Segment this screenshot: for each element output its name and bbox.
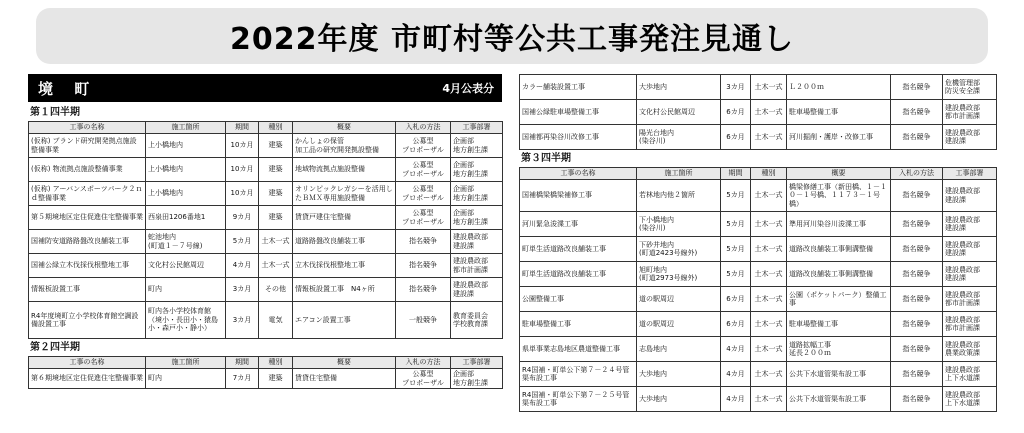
location-cell: 上小橋地内 (146, 134, 226, 158)
department-cell: 建設農政部 建設課 (943, 180, 997, 212)
location-cell: 道の駅周辺 (637, 287, 721, 312)
table-row (29, 206, 503, 230)
period-cell: 4カ月 (721, 362, 751, 387)
project-name-cell: 町単生活道路改良舗装工事 (520, 237, 637, 262)
period-cell: 6カ月 (721, 287, 751, 312)
quarter-2-label: 第２四半期 (30, 342, 80, 353)
table-row (29, 302, 503, 339)
table-row (29, 182, 503, 206)
type-cell: 土木一式 (259, 230, 293, 254)
column-header: 工事部署 (943, 168, 997, 180)
column-header: 種別 (259, 357, 293, 369)
table-row (29, 278, 503, 302)
bid-method-cell: 指名競争 (891, 75, 943, 100)
department-cell: 建設農政部 建設課 (943, 262, 997, 287)
table-header (29, 357, 503, 369)
bid-method-cell: 指名競争 (891, 287, 943, 312)
location-cell: 志島地内 (637, 337, 721, 362)
type-cell: 土木一式 (259, 254, 293, 278)
summary-cell: 河川掘削・護岸・改修工事 (787, 125, 891, 150)
publication-note: 4月公表分 (442, 82, 494, 95)
table-row (520, 237, 997, 262)
table-row (520, 287, 997, 312)
project-name-cell: 国補公緑立木伐採伐根整地工事 (29, 254, 146, 278)
location-cell: 下小橋地内 (染谷川) (637, 212, 721, 237)
summary-cell: 賃貸住宅整備 (293, 369, 396, 389)
summary-cell: 駐車場整備工事 (787, 312, 891, 337)
quarter-1-table (28, 121, 503, 339)
table-row (520, 337, 997, 362)
bid-method-cell: 指名競争 (891, 212, 943, 237)
project-name-cell: 県単事業志島地区農道整備工事 (520, 337, 637, 362)
project-name-cell: R4年度境町立小学校体育館空調設備設置工事 (29, 302, 146, 339)
summary-cell: 立木伐採伐根整地工事 (293, 254, 396, 278)
column-header: 施工箇所 (146, 357, 226, 369)
project-name-cell: (仮称) 物流拠点施設整備事業 (29, 158, 146, 182)
column-header: 入札の方法 (396, 357, 451, 369)
column-header: 工事部署 (451, 357, 503, 369)
summary-cell: 橋梁修繕工事（新田橋、１－１０－１号橋、１１７３－１号橋） (787, 180, 891, 212)
location-cell: 上小橋地内 (146, 158, 226, 182)
summary-cell: エアコン設置工事 (293, 302, 396, 339)
table-row (29, 134, 503, 158)
title-banner (36, 8, 988, 64)
department-cell: 建設農政部 建設課 (943, 125, 997, 150)
summary-cell: 公共下水道管渠布設工事 (787, 387, 891, 412)
department-cell: 建設農政部 建設課 (451, 278, 503, 302)
summary-cell: 道路拡幅工事 延長２００ｍ (787, 337, 891, 362)
bid-method-cell: 指名競争 (891, 100, 943, 125)
period-cell: 6カ月 (721, 125, 751, 150)
table-row (520, 212, 997, 237)
summary-cell: 道路路盤改良舗装工事 (293, 230, 396, 254)
table-row (29, 230, 503, 254)
type-cell: 土木一式 (751, 180, 787, 212)
bid-method-cell: 指名競争 (891, 125, 943, 150)
period-cell: 10カ月 (226, 158, 259, 182)
location-cell: 大歩地内 (637, 75, 721, 100)
page-title: 2022年度 市町村等公共工事発注見通し (230, 22, 794, 57)
department-cell: 建設農政部 上下水道課 (943, 387, 997, 412)
period-cell: 10カ月 (226, 134, 259, 158)
type-cell: 土木一式 (751, 337, 787, 362)
type-cell: 電気 (259, 302, 293, 339)
period-cell: 3カ月 (721, 75, 751, 100)
summary-cell: 準用河川染谷川浚渫工事 (787, 212, 891, 237)
department-cell: 建設農政部 都市計画課 (943, 312, 997, 337)
summary-cell: 道路改良舗装工事側溝整備 (787, 237, 891, 262)
period-cell: 10カ月 (226, 182, 259, 206)
location-cell: 文化村公民館周辺 (637, 100, 721, 125)
location-cell: 道の駅周辺 (637, 312, 721, 337)
summary-cell: 道路改良舗装工事側溝整備 (787, 262, 891, 287)
type-cell: 土木一式 (751, 262, 787, 287)
bid-method-cell: 指名競争 (891, 312, 943, 337)
type-cell: 建築 (259, 206, 293, 230)
type-cell: 建築 (259, 182, 293, 206)
bid-method-cell: 指名競争 (891, 180, 943, 212)
period-cell: 7カ月 (226, 369, 259, 389)
table-row (520, 362, 997, 387)
project-name-cell: R4国補・町単公下第７－２５号管渠布設工事 (520, 387, 637, 412)
column-header: 種別 (751, 168, 787, 180)
period-cell: 4カ月 (226, 254, 259, 278)
period-cell: 9カ月 (226, 206, 259, 230)
bid-method-cell: 指名競争 (396, 278, 451, 302)
project-name-cell: 国補橋梁橋梁補修工事 (520, 180, 637, 212)
bid-method-cell: 指名競争 (396, 230, 451, 254)
summary-cell: 公共下水道管渠布設工事 (787, 362, 891, 387)
summary-cell: 情報板設置工事 N4ヶ所 (293, 278, 396, 302)
project-name-cell: 国補公緑駐車場整備工事 (520, 100, 637, 125)
project-name-cell: 公園整備工事 (520, 287, 637, 312)
location-cell: 町内各小学校体育館（境小・長田小・猿島小・森戸小・静小） (146, 302, 226, 339)
location-cell: 町内 (146, 369, 226, 389)
bid-method-cell: 指名競争 (891, 362, 943, 387)
period-cell: 5カ月 (721, 180, 751, 212)
right-column (519, 74, 996, 412)
project-name-cell: (仮称) ブランド研究開発拠点施設整備事業 (29, 134, 146, 158)
project-name-cell: 情報板設置工事 (29, 278, 146, 302)
town-name: 境 町 (38, 79, 98, 98)
period-cell: 5カ月 (226, 230, 259, 254)
project-name-cell: 国補都再染谷川改修工事 (520, 125, 637, 150)
location-cell: 町内 (146, 278, 226, 302)
period-cell: 6カ月 (721, 312, 751, 337)
summary-cell: 地域物流拠点施設整備 (293, 158, 396, 182)
period-cell: 3カ月 (226, 302, 259, 339)
type-cell: 土木一式 (751, 125, 787, 150)
table-row (520, 100, 997, 125)
department-cell: 建設農政部 上下水道課 (943, 362, 997, 387)
bid-method-cell: 公募型 プロポーザル (396, 134, 451, 158)
department-cell: 建設農政部 建設課 (943, 237, 997, 262)
department-cell: 企画部 地方創生課 (451, 206, 503, 230)
quarter-2-continued-table (519, 74, 997, 150)
location-cell: 蛇池地内 (町道１－７号線) (146, 230, 226, 254)
column-header: 期間 (226, 357, 259, 369)
table-row (29, 369, 503, 389)
location-cell: 西泉田1206番地1 (146, 206, 226, 230)
department-cell: 建設農政部 建設課 (451, 230, 503, 254)
column-header: 工事部署 (451, 122, 503, 134)
summary-cell: Ｌ２００ｍ (787, 75, 891, 100)
table-row (520, 125, 997, 150)
summary-cell: 公園（ポケットパーク）整備工事 (787, 287, 891, 312)
column-header: 概要 (293, 122, 396, 134)
quarter-3-label: 第３四半期 (521, 153, 571, 164)
column-header: 概要 (293, 357, 396, 369)
type-cell: 建築 (259, 134, 293, 158)
bid-method-cell: 指名競争 (891, 337, 943, 362)
type-cell: 土木一式 (751, 75, 787, 100)
department-cell: 企画部 地方創生課 (451, 369, 503, 389)
type-cell: 土木一式 (751, 212, 787, 237)
quarter-1-label: 第１四半期 (30, 107, 80, 118)
type-cell: 土木一式 (751, 362, 787, 387)
project-name-cell: カラー舗装設置工事 (520, 75, 637, 100)
column-header: 施工箇所 (637, 168, 721, 180)
type-cell: 土木一式 (751, 287, 787, 312)
location-cell: 大歩地内 (637, 362, 721, 387)
type-cell: 土木一式 (751, 237, 787, 262)
department-cell: 建設農政部 農業政策課 (943, 337, 997, 362)
department-cell: 教育委員会 学校教育課 (451, 302, 503, 339)
period-cell: 3カ月 (226, 278, 259, 302)
department-cell: 危機管理部 防災安全課 (943, 75, 997, 100)
bid-method-cell: 公募型 プロポーザル (396, 369, 451, 389)
column-header: 入札の方法 (891, 168, 943, 180)
location-cell: 陽光台地内 (染谷川) (637, 125, 721, 150)
department-cell: 建設農政部 都市計画課 (943, 100, 997, 125)
bid-method-cell: 指名競争 (891, 237, 943, 262)
project-name-cell: R4国補・町単公下第７－２４号管渠布設工事 (520, 362, 637, 387)
table-row (520, 312, 997, 337)
type-cell: 建築 (259, 369, 293, 389)
location-cell: 上小橋地内 (146, 182, 226, 206)
table-header (29, 122, 503, 134)
period-cell: 6カ月 (721, 100, 751, 125)
department-cell: 企画部 地方創生課 (451, 182, 503, 206)
bid-method-cell: 公募型 プロポーザル (396, 158, 451, 182)
bid-method-cell: 一般競争 (396, 302, 451, 339)
period-cell: 5カ月 (721, 237, 751, 262)
project-name-cell: 駐車場整備工事 (520, 312, 637, 337)
type-cell: その他 (259, 278, 293, 302)
bid-method-cell: 公募型 プロポーザル (396, 182, 451, 206)
location-cell: 旭町地内 (町道2973号線外) (637, 262, 721, 287)
location-cell: 下砂井地内 (町道2423号線外) (637, 237, 721, 262)
town-header (28, 74, 502, 102)
bid-method-cell: 公募型 プロポーザル (396, 206, 451, 230)
column-header: 工事の名称 (29, 357, 146, 369)
table-header (520, 168, 997, 180)
quarter-3-table (519, 167, 997, 412)
department-cell: 建設農政部 都市計画課 (943, 287, 997, 312)
summary-cell: 賃貸戸建住宅整備 (293, 206, 396, 230)
summary-cell: オリンピックレガシーを活用したＢＭＸ専用施設整備 (293, 182, 396, 206)
bid-method-cell: 指名競争 (891, 387, 943, 412)
type-cell: 土木一式 (751, 100, 787, 125)
department-cell: 建設農政部 都市計画課 (451, 254, 503, 278)
table-row (520, 75, 997, 100)
column-header: 期間 (721, 168, 751, 180)
project-name-cell: 第６期境地区定住促進住宅整備事業 (29, 369, 146, 389)
type-cell: 土木一式 (751, 312, 787, 337)
location-cell: 大歩地内 (637, 387, 721, 412)
type-cell: 建築 (259, 158, 293, 182)
period-cell: 4カ月 (721, 337, 751, 362)
summary-cell: かんしょの保管 加工品の研究開発拠設整備 (293, 134, 396, 158)
period-cell: 5カ月 (721, 262, 751, 287)
column-header: 概要 (787, 168, 891, 180)
column-header: 入札の方法 (396, 122, 451, 134)
table-row (29, 158, 503, 182)
department-cell: 建設農政部 建設課 (943, 212, 997, 237)
department-cell: 企画部 地方創生課 (451, 134, 503, 158)
summary-cell: 駐車場整備工事 (787, 100, 891, 125)
period-cell: 4カ月 (721, 387, 751, 412)
table-row (29, 254, 503, 278)
table-row (520, 262, 997, 287)
location-cell: 文化村公民館周辺 (146, 254, 226, 278)
project-name-cell: 第５期境地区定住促進住宅整備事業 (29, 206, 146, 230)
bid-method-cell: 指名競争 (891, 262, 943, 287)
period-cell: 5カ月 (721, 212, 751, 237)
type-cell: 土木一式 (751, 387, 787, 412)
quarter-2-table (28, 356, 503, 389)
department-cell: 企画部 地方創生課 (451, 158, 503, 182)
location-cell: 若林地内他２箇所 (637, 180, 721, 212)
project-name-cell: 河川緊急浚渫工事 (520, 212, 637, 237)
column-header: 施工箇所 (146, 122, 226, 134)
column-header: 工事の名称 (29, 122, 146, 134)
left-column (28, 74, 502, 389)
bid-method-cell: 指名競争 (396, 254, 451, 278)
column-header: 期間 (226, 122, 259, 134)
column-header: 工事の名称 (520, 168, 637, 180)
project-name-cell: 国補防安道路路盤改良舗装工事 (29, 230, 146, 254)
table-row (520, 387, 997, 412)
table-row (520, 180, 997, 212)
column-header: 種別 (259, 122, 293, 134)
project-name-cell: (仮称) アーバンスポーツパーク２ｎｄ整備事業 (29, 182, 146, 206)
project-name-cell: 町単生活道路改良舗装工事 (520, 262, 637, 287)
